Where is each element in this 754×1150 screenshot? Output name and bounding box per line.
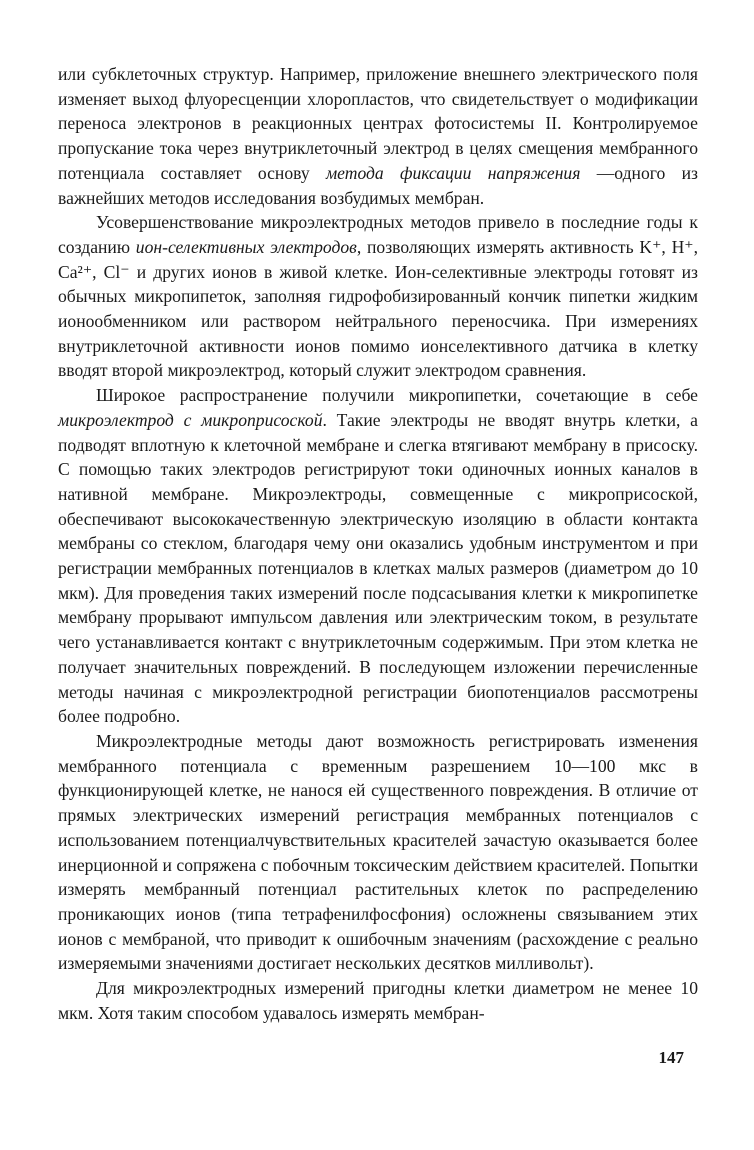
text-run: , позволяющих измерять активность K⁺, H⁺, Ca²⁺, Cl⁻ и других ионов в живой клетке. Ион-селективные электроды готовят из обычных микропипеток, заполняя гидрофобизированный кончик пипетки жидким ионообменником или раствором нейтрального переносчика. При измерениях внутриклеточной активности ионов помимо ионселективного датчика в клетку вводят второй микроэлектрод, который служит электродом сравнения. [58,236,698,381]
body-text [58,62,698,1025]
paragraph [58,976,698,1025]
text-run: —одного из важнейших методов исследования возбудимых мембран. [58,162,698,208]
text-run: или субклеточных структур. Например, приложение внешнего электрического поля изменяет выход флуоресценции хлоропластов, что свидетельствует о модификации переноса электронов в реакционных центрах фотосистемы II. Контролируемое пропускание тока через внутриклеточный электрод в целях смещения мембранного потенциала составляет основу [58,64,698,183]
italic-term: микроэлектрод с микроприсоской [58,409,323,430]
italic-term: метода фиксации напряжения [325,162,581,183]
text-run: . Такие электроды не вводят внутрь клетки, а подводят вплотную к клеточной мембране и слегка втягивают мембрану в присоску. С помощью таких электродов регистрируют токи одиночных ионных каналов в нативной мембране. Микроэлектроды, совмещенные с микроприсоской, обеспечивают высококачественную электрическую изоляцию в области контакта мембраны со стеклом, благодаря чему они оказались удобным инструментом и при регистрации мембранных потенциалов в клетках малых размеров (диаметром до 10 мкм). Для проведения таких измерений после подсасывания клетки к микропипетке мембрану прорывают импульсом давления или электрическим током, в результате чего устанавливается контакт с внутриклеточным содержимым. При этом клетка не получает значительных повреждений. В последующем изложении перечисленные методы начиная с микроэлектродной регистрации биопотенциалов рассмотрены более подробно. [58,409,698,727]
paragraph [58,729,698,976]
paragraph [58,62,698,210]
text-run: Для микроэлектродных измерений пригодны клетки диаметром не менее 10 мкм. Хотя таким способом удавалось измерять мембран- [58,978,698,1023]
text-run: Широкое распространение получили микропипетки, сочетающие в себе [96,385,698,406]
text-run: Усовершенствование микроэлектродных методов привело в последние годы к созданию [58,212,698,257]
text-run: Микроэлектродные методы дают возможность регистрировать изменения мембранного потенциала с временным разрешением 10—100 мкс в функционирующей клетке, не нанося ей существенного повреждения. В отличие от прямых электрических измерений регистрация мембранных потенциалов с использованием потенциалчувствительных красителей зачастую оказывается более инерционной и сопряжена с побочным токсическим действием красителей. Попытки измерять мембранный потенциал растительных клеток по распределению проникающих ионов (типа тетрафенилфосфония) осложнены связыванием этих ионов с мембраной, что приводит к ошибочным значениям (расхождение с реально измеряемыми значениями достигает нескольких десятков милливольт). [58,730,698,974]
paragraph [58,210,698,383]
paragraph [58,383,698,729]
page-number: 147 [658,1048,684,1067]
italic-term: ион-селективных электродов [135,236,357,257]
